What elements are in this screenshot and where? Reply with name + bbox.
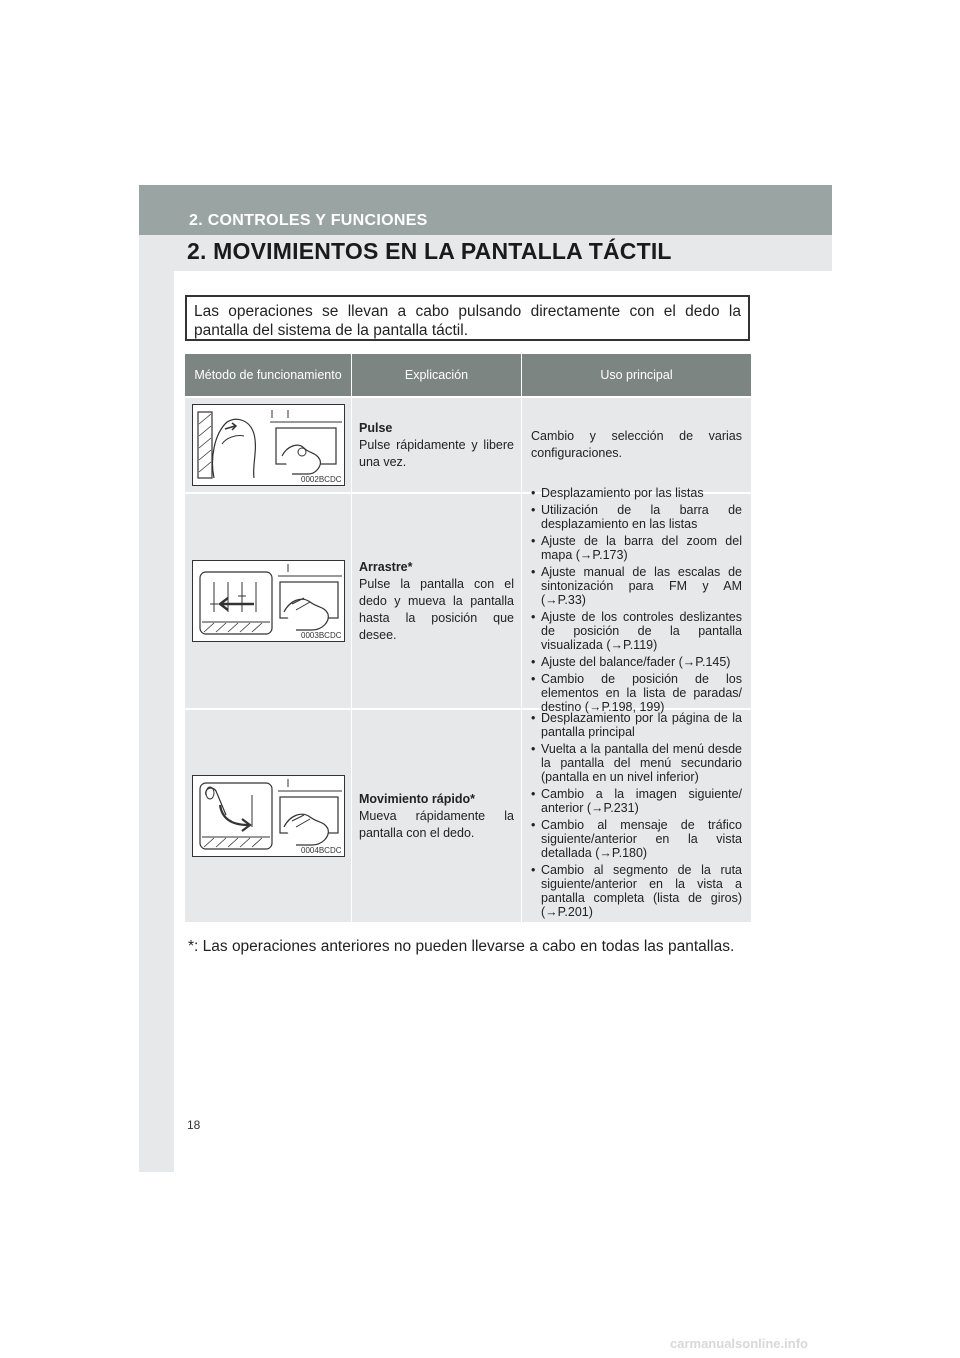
main-use-list: [531, 486, 742, 717]
table-header: [185, 354, 751, 396]
list-item: • Cambio al segmento de la ruta siguiente/anterior en la vista a pantalla completa (lista de giros) (→P.201): [531, 863, 742, 919]
main-use-list: [531, 711, 742, 922]
header-method: Método de funcionamiento: [185, 354, 352, 396]
operation-name: Arrastre*: [359, 559, 413, 574]
list-item: • Ajuste de los controles deslizantes de posición de la pantalla visualizada (→P.119): [531, 610, 742, 652]
page-number: 18: [187, 1118, 201, 1132]
method-illustration-cell: [185, 494, 352, 708]
main-use-cell: [522, 710, 751, 922]
list-item: • Cambio de posición de los elementos en la lista de paradas/ destino (→P.198, 199): [531, 672, 742, 714]
page-title: 2. MOVIMIENTOS EN LA PANTALLA TÁCTIL: [187, 238, 672, 264]
drag-gesture-illustration: [192, 560, 345, 642]
tap-gesture-illustration: [192, 404, 345, 486]
explanation-cell: [352, 494, 522, 708]
list-item: • Desplazamiento por las listas: [531, 486, 742, 500]
header-main-use: Uso principal: [600, 368, 673, 382]
explanation-cell: [352, 398, 522, 492]
header-explanation: Explicación: [352, 354, 522, 396]
main-use-text: Cambio y selección de varias configuraciones.: [531, 429, 742, 460]
list-item: • Ajuste del balance/fader (→P.145): [531, 655, 742, 669]
method-illustration-cell: [185, 398, 352, 492]
flick-gesture-illustration: [192, 775, 345, 857]
explanation-cell: [352, 710, 522, 922]
footnote: *: Las operaciones anteriores no pueden llevarse a cabo en todas las pantallas.: [188, 938, 735, 955]
main-use-cell: [522, 398, 751, 492]
list-item: • Cambio al mensaje de tráfico siguiente/anterior en la vista detallada (→P.180): [531, 818, 742, 860]
table-row: [185, 708, 751, 922]
intro-box: Las operaciones se llevan a cabo pulsando directamente con el dedo la pantalla del sistema de la pantalla táctil.: [185, 295, 750, 341]
list-item: • Cambio a la imagen siguiente/ anterior (→P.231): [531, 787, 742, 815]
section-label: 2. CONTROLES Y FUNCIONES: [189, 212, 428, 229]
operation-name: Pulse: [359, 420, 393, 435]
table-row: [185, 396, 751, 492]
list-item: • Desplazamiento por la página de la pantalla principal: [531, 711, 742, 739]
list-item: • Utilización de la barra de desplazamiento en las listas: [531, 503, 742, 531]
side-strip: [139, 185, 174, 1172]
watermark: carmanualsonline.info: [670, 1336, 808, 1351]
main-use-cell: [522, 485, 751, 714]
operation-explanation: Pulse la pantalla con el dedo y mueva la pantalla hasta la posición que desee.: [359, 576, 514, 642]
operation-explanation: Pulse rápidamente y libere una vez.: [359, 437, 514, 469]
list-item: • Vuelta a la pantalla del menú desde la pantalla del menú secundario (pantalla en un nivel inferior): [531, 742, 742, 784]
operation-explanation: Mueva rápidamente la pantalla con el dedo.: [359, 808, 514, 840]
operations-table: [185, 354, 751, 922]
list-item: • Ajuste de la barra del zoom del mapa (→P.173): [531, 534, 742, 562]
table-row: [185, 485, 751, 714]
operation-name: Movimiento rápido*: [359, 791, 475, 806]
image-code: 0002BCDC: [301, 475, 342, 484]
image-code: 0004BCDC: [301, 846, 342, 855]
method-illustration-cell: [185, 710, 352, 922]
list-item: • Ajuste manual de las escalas de sintonización para FM y AM (→P.33): [531, 565, 742, 607]
image-code: 0003BCDC: [301, 631, 342, 640]
